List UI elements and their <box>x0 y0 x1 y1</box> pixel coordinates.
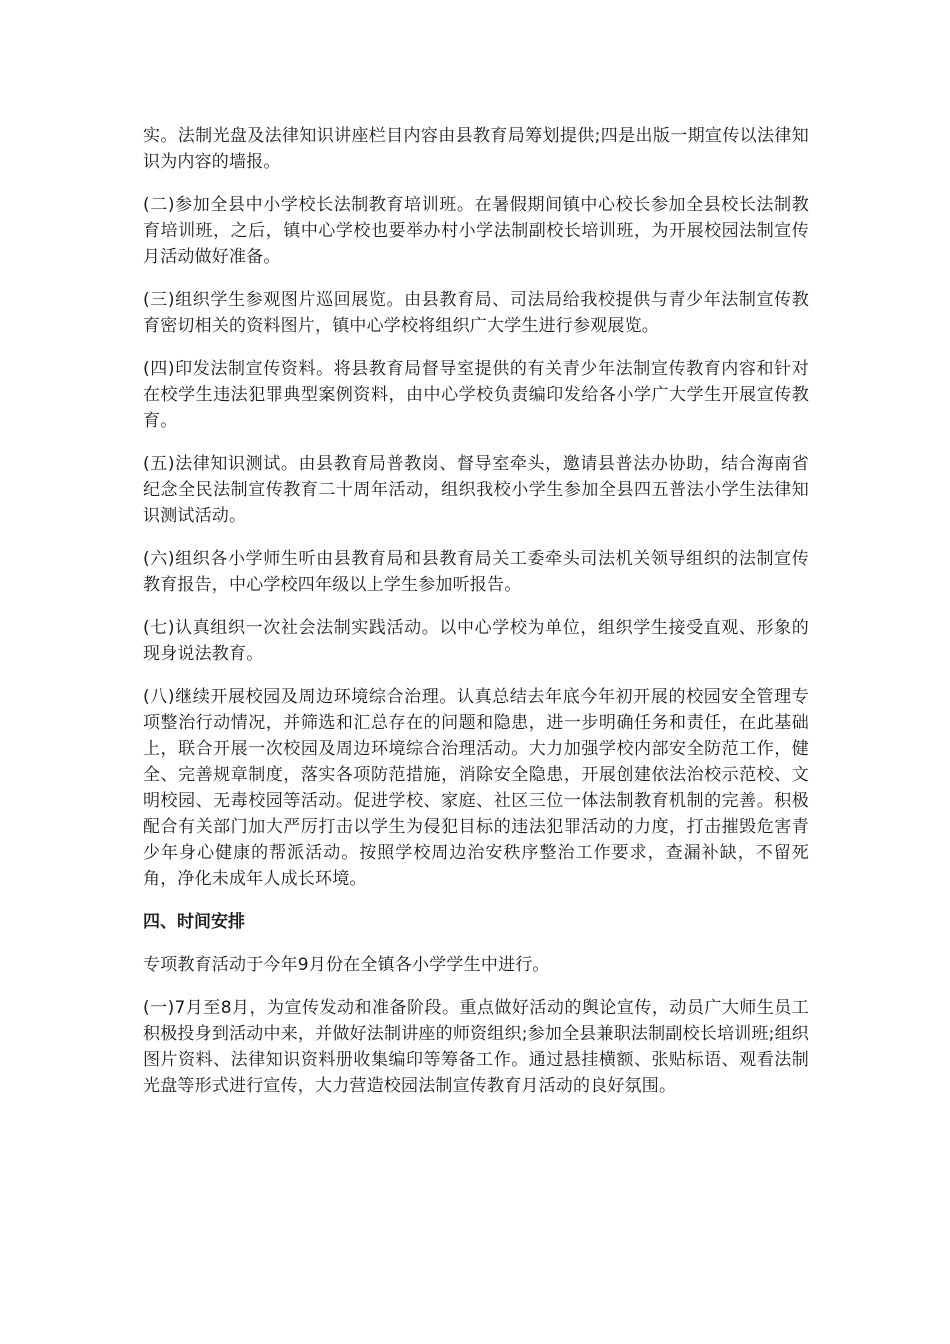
paragraph-item-8: (八)继续开展校园及周边环境综合治理。认真总结去年底今年初开展的校园安全管理专项整治行动情况，并筛选和汇总存在的问题和隐患，进一步明确任务和责任，在此基础上，联合开展一次校园及周边环境综合治理活动。大力加强学校内部安全防范工作，健全、完善规章制度，落实各项防范措施，消除安全隐患，开展创建依法治校示范校、文明校园、无毒校园等活动。促进学校、家庭、社区三位一体法制教育机制的完善。积极配合有关部门加大严厉打击以学生为侵犯目标的违法犯罪活动的力度，打击摧毁危害青少年身心健康的帮派活动。按照学校周边治安秩序整治工作要求，查漏补缺，不留死角，净化未成年人成长环境。 <box>143 687 809 889</box>
section-intro: 专项教育活动于今年9月份在全镇各小学学生中进行。 <box>143 955 550 975</box>
paragraph-item-7: (七)认真组织一次社会法制实践活动。以中心学校为单位，组织学生接受直观、形象的现身说法教育。 <box>143 618 809 664</box>
section-heading: 四、时间安排 <box>143 912 245 932</box>
paragraph-item-6: (六)组织各小学师生听由县教育局和县教育局关工委牵头司法机关领导组织的法制宣传教育报告，中心学校四年级以上学生参加听报告。 <box>143 549 809 595</box>
schedule-phase-1: (一)7月至8月，为宣传发动和准备阶段。重点做好活动的舆论宣传，动员广大师生员工积极投身到活动中来，并做好法制讲座的师资组织;参加全县兼职法制副校长培训班;组织图片资料、法律知识资料册收集编印等筹备工作。通过悬挂横额、张贴标语、观看法制光盘等形式进行宣传，大力营造校园法制宣传教育月活动的良好氛围。 <box>143 998 809 1096</box>
paragraph-item-3: (三)组织学生参观图片巡回展览。由县教育局、司法局给我校提供与青少年法制宣传教育密切相关的资料图片，镇中心学校将组织广大学生进行参观展览。 <box>143 290 809 336</box>
paragraph-continuation: 实。法制光盘及法律知识讲座栏目内容由县教育局筹划提供;四是出版一期宣传以法律知识为内容的墙报。 <box>143 126 809 172</box>
document-page <box>143 123 809 1116</box>
paragraph-item-4: (四)印发法制宣传资料。将县教育局督导室提供的有关青少年法制宣传教育内容和针对在校学生违法犯罪典型案例资料，由中心学校负责编印发给各小学广大学生开展宣传教育。 <box>143 359 809 431</box>
paragraph-item-5: (五)法律知识测试。由县教育局普教岗、督导室牵头，邀请县普法办协助，结合海南省纪念全民法制宣传教育二十周年活动，组织我校小学生参加全县四五普法小学生法律知识测试活动。 <box>143 454 809 526</box>
paragraph-item-2: (二)参加全县中小学校长法制教育培训班。在暑假期间镇中心校长参加全县校长法制教育培训班，之后，镇中心学校也要举办村小学法制副校长培训班，为开展校园法制宣传月活动做好准备。 <box>143 195 809 267</box>
